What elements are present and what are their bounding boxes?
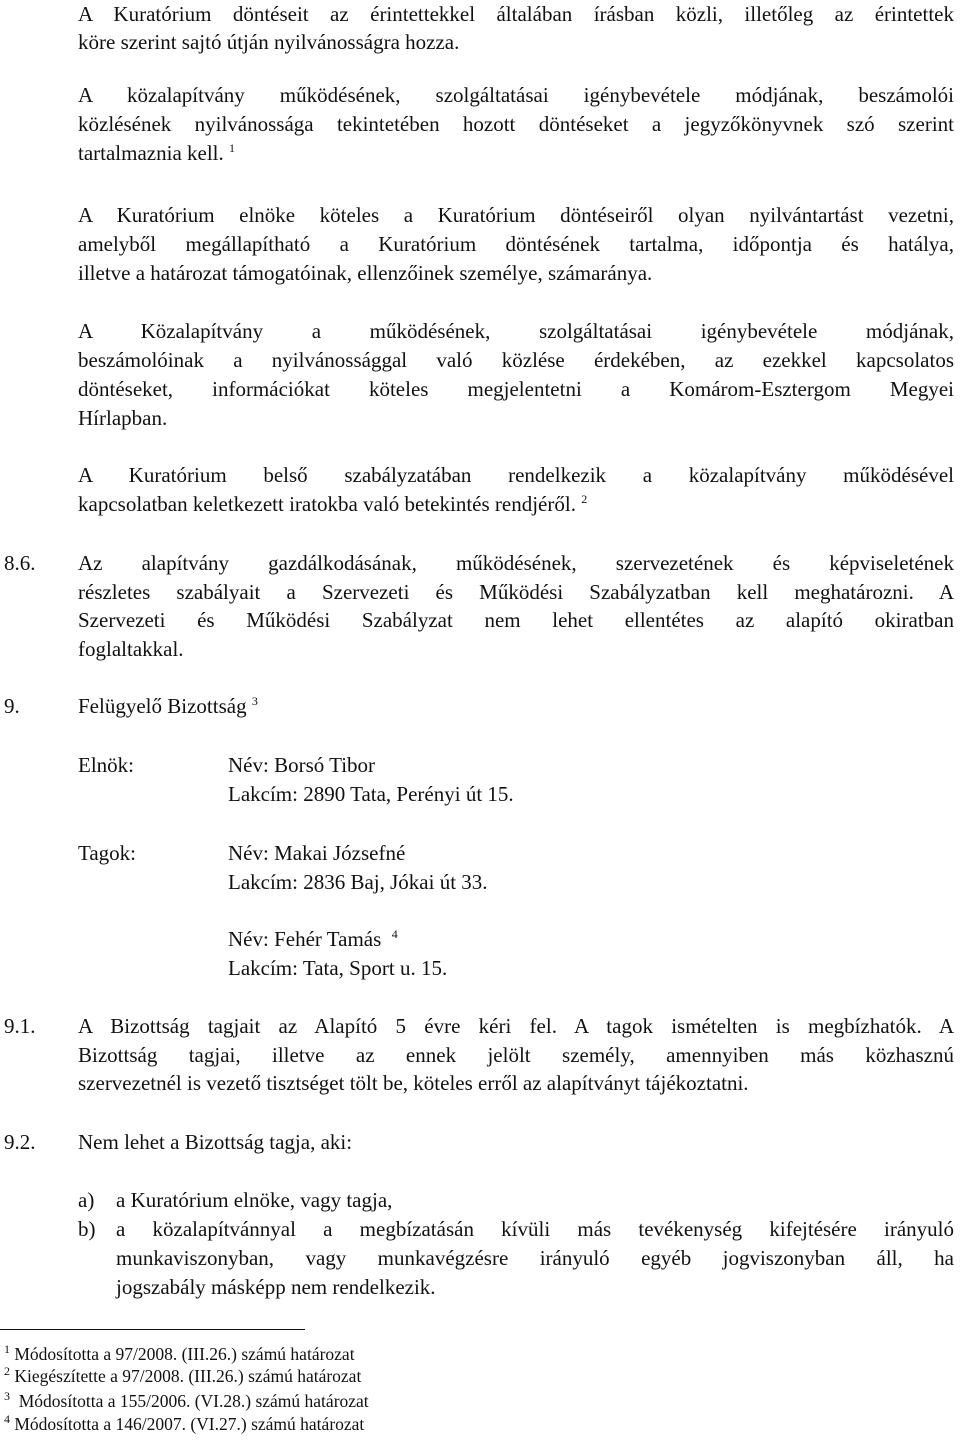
- footnote-number: 1: [4, 1342, 10, 1357]
- section-line: foglaltakkal.: [78, 637, 184, 661]
- paragraph-line: köre szerint sajtó útján nyilvánosságra hozza.: [78, 30, 460, 54]
- list-item-line: a Kuratórium elnöke, vagy tagja,: [116, 1188, 393, 1212]
- members-label: Tagok:: [78, 841, 137, 865]
- footnote: [4, 1390, 369, 1412]
- footnote: [4, 1413, 364, 1435]
- chair-label: Elnök:: [78, 753, 134, 777]
- paragraph-line-text: tartalmaznia kell.: [78, 141, 224, 165]
- section-line: Az alapítvány gazdálkodásának, működésének, szervezetének és képviseletének: [78, 551, 954, 575]
- member-address: Lakcím: 2836 Baj, Jókai út 33.: [228, 870, 488, 894]
- footnote-number: 2: [4, 1364, 10, 1379]
- footnote-number: 3: [4, 1389, 10, 1404]
- list-marker: a): [78, 1188, 95, 1212]
- footnote-reference[interactable]: 2: [581, 492, 588, 506]
- footnote-text: Módosította a 97/2008. (III.26.) számú határozat: [14, 1344, 355, 1364]
- paragraph-line: illetve a határozat támogatóinak, ellenzőinek személye, számaránya.: [78, 261, 653, 285]
- section-heading: [78, 692, 258, 720]
- paragraph-line: A Kuratórium elnöke köteles a Kuratórium döntéseiről olyan nyilvántartást vezetni,: [78, 203, 954, 227]
- paragraph-line: közlésének nyilvánossága tekintetében hozott döntéseket a jegyzőkönyvnek szó szerint: [78, 112, 954, 136]
- paragraph-line: A Kuratórium döntéseit az érintettekkel általában írásban közli, illetőleg az érintettek: [78, 2, 954, 26]
- paragraph-line-with-footnote: [78, 139, 235, 167]
- footnote: [4, 1343, 355, 1365]
- member-address: Lakcím: Tata, Sport u. 15.: [228, 956, 448, 980]
- list-marker: b): [78, 1217, 96, 1241]
- footnote-reference[interactable]: 4: [391, 927, 398, 941]
- list-item-line: jogszabály másképp nem rendelkezik.: [116, 1275, 436, 1299]
- paragraph-line-text: kapcsolatban keletkezett iratokba való betekintés rendjéről.: [78, 492, 576, 516]
- member-name-with-footnote: [228, 925, 398, 953]
- section-line: Szervezeti és Működési Szabályzat nem lehet ellentétes az alapító okiratban: [78, 608, 954, 632]
- footnote-text: Kiegészítette a 97/2008. (III.26.) számú határozat: [14, 1366, 362, 1386]
- section-number: 8.6.: [4, 551, 36, 575]
- section-number: 9.2.: [4, 1130, 36, 1154]
- list-item-line: munkaviszonyban, vagy munkavégzésre irányuló egyéb jogviszonyban áll, ha: [116, 1246, 954, 1270]
- footnote-number: 4: [4, 1412, 10, 1427]
- section-line: Nem lehet a Bizottság tagja, aki:: [78, 1130, 353, 1154]
- paragraph-line: beszámolóinak a nyilvánossággal való közlése érdekében, az ezekkel kapcsolatos: [78, 348, 954, 372]
- paragraph-line: Hírlapban.: [78, 406, 168, 430]
- member-name: Név: Fehér Tamás: [228, 927, 382, 951]
- paragraph-line: A Közalapítvány a működésének, szolgáltatásai igénybevétele módjának,: [78, 319, 954, 343]
- footnote-text: Módosította a 155/2006. (VI.28.) számú határozat: [18, 1391, 369, 1411]
- chair-name: Név: Borsó Tibor: [228, 753, 376, 777]
- chair-address: Lakcím: 2890 Tata, Perényi út 15.: [228, 782, 514, 806]
- member-name: Név: Makai Józsefné: [228, 841, 406, 865]
- paragraph-line: A közalapítvány működésének, szolgáltatásai igénybevétele módjának, beszámolói: [78, 83, 954, 107]
- section-line: szervezetnél is vezető tisztséget tölt be, köteles erről az alapítványt tájékoztatni.: [78, 1071, 749, 1095]
- footnote: [4, 1365, 361, 1387]
- list-item-line: a közalapítvánnyal a megbízatásán kívüli más tevékenység kifejtésére irányuló: [116, 1217, 954, 1241]
- section-line: részletes szabályait a Szervezeti és Működési Szabályzatban kell meghatározni. A: [78, 580, 954, 604]
- section-line: A Bizottság tagjait az Alapító 5 évre kéri fel. A tagok ismételten is megbízhatók. A: [78, 1014, 954, 1038]
- paragraph-line: A Kuratórium belső szabályzatában rendelkezik a közalapítvány működésével: [78, 463, 954, 487]
- section-number: 9.: [4, 694, 20, 718]
- footnote-reference[interactable]: 1: [229, 141, 236, 155]
- section-line: Bizottság tagjai, illetve az ennek jelölt személy, amennyiben más közhasznú: [78, 1043, 954, 1067]
- footnote-text: Módosította a 146/2007. (VI.27.) számú határozat: [14, 1414, 365, 1434]
- paragraph-line: amelyből megállapítható a Kuratórium döntésének tartalma, időpontja és hatálya,: [78, 232, 954, 256]
- footnote-reference[interactable]: 3: [251, 694, 258, 708]
- footnote-separator: [0, 1329, 305, 1330]
- paragraph-line-with-footnote: [78, 490, 587, 518]
- section-title: Felügyelő Bizottság: [78, 694, 247, 718]
- paragraph-line: döntéseket, információkat köteles megjelentetni a Komárom-Esztergom Megyei: [78, 377, 954, 401]
- section-number: 9.1.: [4, 1014, 36, 1038]
